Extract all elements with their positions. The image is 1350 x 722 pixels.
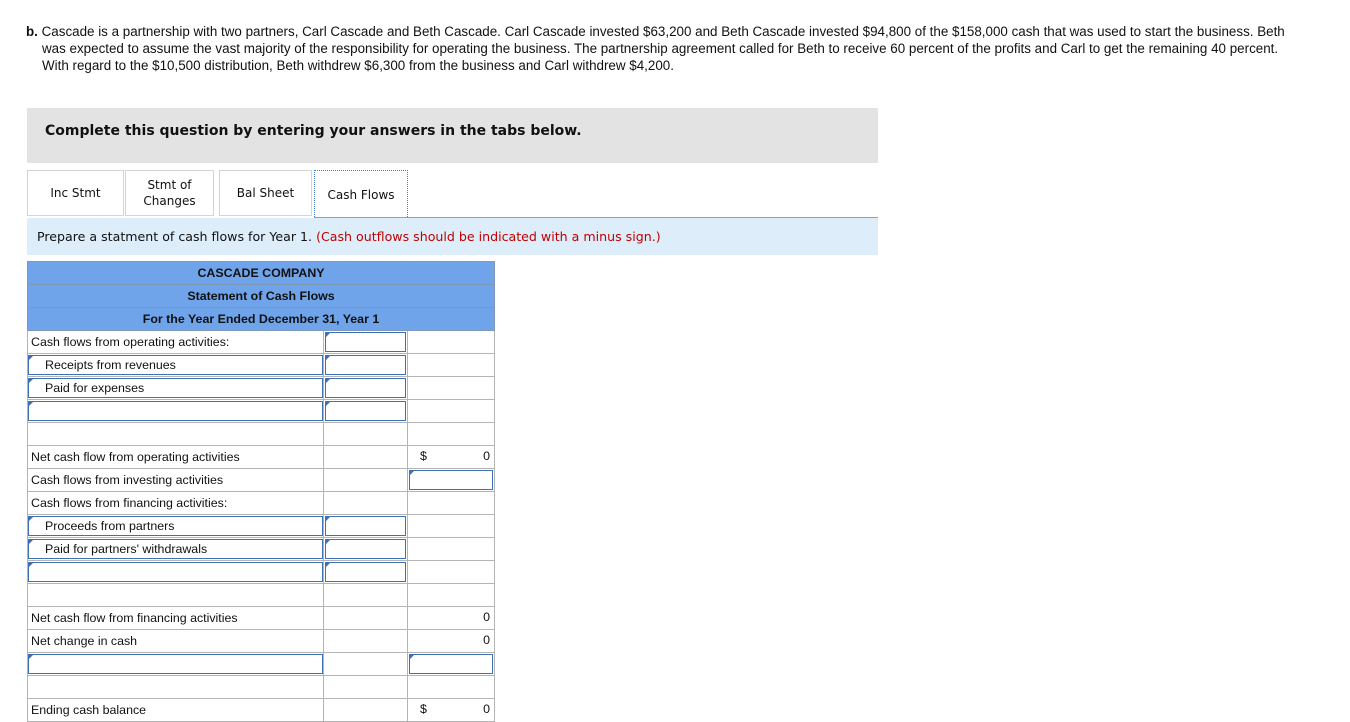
question-part: b. [26, 24, 38, 39]
cell [408, 377, 495, 400]
instruction-note: (Cash outflows should be indicated with a minus sign.) [316, 229, 661, 244]
cell [28, 423, 324, 446]
question-line-2: was expected to assume the vast majority of the responsibility for operating the business. The partnership agreement called for Beth to receive 60 percent of the profits and Carl to get the remaining 40 percent. [42, 41, 1279, 56]
label-select[interactable] [28, 401, 323, 421]
cell [324, 400, 408, 423]
cell [408, 515, 495, 538]
cell [324, 469, 408, 492]
cell [408, 469, 495, 492]
table-row [28, 331, 495, 354]
tab-label: Bal Sheet [236, 186, 295, 200]
cell [408, 423, 495, 446]
row-label: Cash flows from operating activities: [28, 331, 324, 354]
cell [408, 446, 495, 469]
table-row [28, 538, 495, 561]
cell [28, 354, 324, 377]
cell [408, 400, 495, 423]
cell [28, 584, 324, 607]
row-label: Ending cash balance [28, 699, 324, 722]
cell [28, 400, 324, 423]
table-row [28, 584, 495, 607]
table-row [28, 653, 495, 676]
cell [324, 446, 408, 469]
label-select[interactable] [28, 562, 323, 582]
cell [28, 561, 324, 584]
tab-stmt-of-changes[interactable] [125, 170, 214, 216]
instructions-banner [27, 108, 878, 163]
label-select[interactable] [28, 654, 323, 674]
statement-period: For the Year Ended December 31, Year 1 [28, 308, 495, 331]
net-change-value: 0 [483, 633, 490, 647]
cell [408, 538, 495, 561]
amount-input[interactable] [325, 401, 406, 421]
table-row [28, 515, 495, 538]
cell [324, 515, 408, 538]
net-operating-value: 0 [483, 449, 490, 463]
cell [324, 630, 408, 653]
table-row [28, 423, 495, 446]
cell [28, 676, 324, 699]
instruction-text: Prepare a statment of cash flows for Year 1. [37, 229, 313, 244]
cell [324, 607, 408, 630]
cell [408, 653, 495, 676]
row-label: Net cash flow from financing activities [28, 607, 324, 630]
amount-input[interactable] [325, 378, 406, 398]
table-row [28, 446, 495, 469]
amount-input[interactable] [325, 332, 406, 352]
cell [408, 630, 495, 653]
beginning-cash-input[interactable] [409, 654, 493, 674]
cell [324, 354, 408, 377]
cell [324, 653, 408, 676]
instruction-bar [27, 218, 878, 255]
cell [28, 653, 324, 676]
table-row [28, 699, 495, 722]
company-name: CASCADE COMPANY [28, 262, 495, 285]
row-label: Cash flows from financing activities: [28, 492, 324, 515]
amount-input[interactable] [325, 562, 406, 582]
currency-sign: $ [420, 702, 427, 716]
label-select[interactable]: Paid for partners' withdrawals [28, 539, 323, 559]
cell [408, 354, 495, 377]
amount-input[interactable] [325, 539, 406, 559]
cell [324, 331, 408, 354]
cell [408, 699, 495, 722]
cell [324, 492, 408, 515]
tab-label: Stmt of Changes [143, 178, 196, 208]
question-line-3: With regard to the $10,500 distribution, Beth withdrew $6,300 from the business and Carl withdrew $4,200. [42, 58, 674, 73]
table-row [28, 400, 495, 423]
label-select[interactable]: Receipts from revenues [28, 355, 323, 375]
cell [28, 515, 324, 538]
tab-bal-sheet[interactable] [219, 170, 312, 216]
cell [408, 561, 495, 584]
tab-cash-flows[interactable] [314, 170, 408, 219]
table-row [28, 354, 495, 377]
question-text [26, 23, 1342, 74]
cell [324, 538, 408, 561]
table-row [28, 492, 495, 515]
row-label: Cash flows from investing activities [28, 469, 324, 492]
table-row [28, 676, 495, 699]
row-label: Net change in cash [28, 630, 324, 653]
table-row [28, 630, 495, 653]
amount-input[interactable] [325, 355, 406, 375]
amount-input[interactable] [325, 516, 406, 536]
cell [408, 607, 495, 630]
cell [324, 377, 408, 400]
label-select[interactable]: Paid for expenses [28, 378, 323, 398]
question-line-1: Cascade is a partnership with two partners, Carl Cascade and Beth Cascade. Carl Cascade invested $63,200 and Beth Cascade invested $94,800 of the $158,000 cash that was used to start the business. Beth [41, 24, 1285, 39]
table-row [28, 607, 495, 630]
statement-title: Statement of Cash Flows [28, 285, 495, 308]
cell [408, 492, 495, 515]
cell [408, 584, 495, 607]
row-label: Net cash flow from operating activities [28, 446, 324, 469]
cash-flow-statement [27, 261, 495, 722]
currency-sign: $ [420, 449, 427, 463]
cell [408, 331, 495, 354]
cell [408, 676, 495, 699]
cell [324, 676, 408, 699]
cell [324, 561, 408, 584]
tab-inc-stmt[interactable] [27, 170, 124, 216]
tab-label: Inc Stmt [50, 186, 101, 200]
cell [28, 377, 324, 400]
cell [324, 584, 408, 607]
cell [28, 538, 324, 561]
banner-text: Complete this question by entering your answers in the tabs below. [45, 123, 582, 139]
table-row [28, 469, 495, 492]
net-financing-value: 0 [483, 610, 490, 624]
tab-label: Cash Flows [327, 188, 395, 202]
table-row [28, 377, 495, 400]
cell [324, 699, 408, 722]
cell [324, 423, 408, 446]
table-row [28, 561, 495, 584]
investing-amount-input[interactable] [409, 470, 493, 490]
label-select[interactable]: Proceeds from partners [28, 516, 323, 536]
ending-cash-value: 0 [483, 702, 490, 716]
